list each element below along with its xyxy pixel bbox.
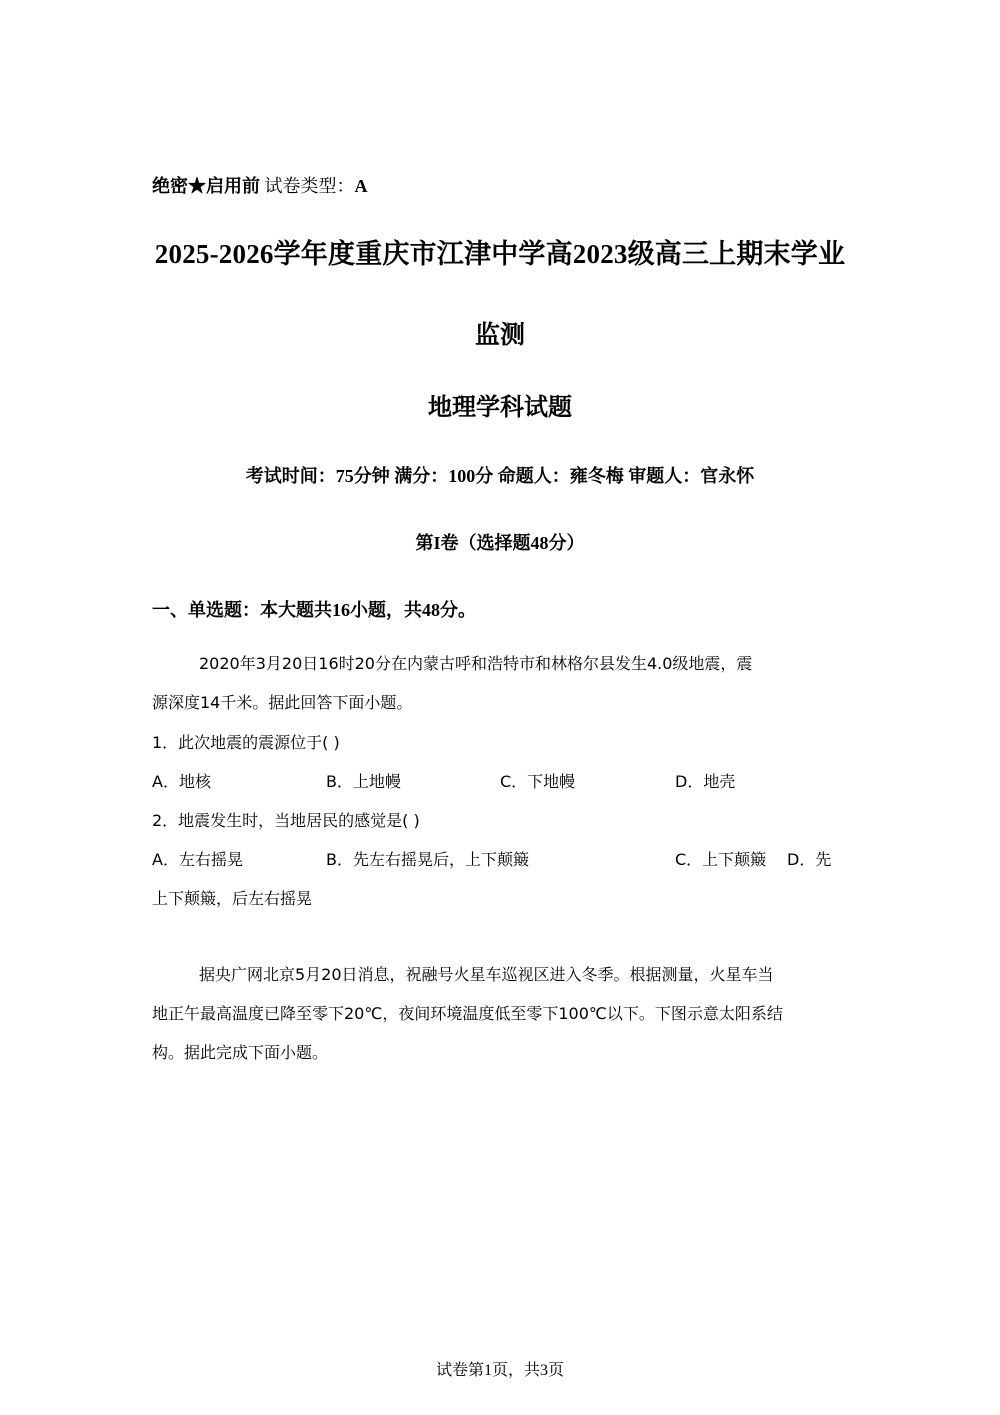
section-heading: 一、单选题：本大题共16小题，共48分。 [152, 600, 476, 620]
subject-title: 地理学科试题 [428, 395, 572, 421]
q2-option-a: A．左右摇晃 [152, 850, 243, 869]
question-1: 1．此次地震的震源位于( ) [152, 733, 340, 752]
confidential-header [152, 172, 368, 198]
q1-option-c: C．下地幔 [500, 772, 576, 791]
exam-title-continued: 监测 [474, 322, 525, 349]
paper-type-value: A [354, 176, 368, 196]
q2-option-d-continued: 上下颠簸，后左右摇晃 [152, 889, 313, 908]
exam-info: 考试时间：75分钟 满分：100分 命题人：雍冬梅 审题人：官永怀 [245, 466, 755, 486]
paper-type-label: 试卷类型： [264, 176, 355, 196]
group2-stem-line2: 地正午最高温度已降至零下20℃，夜间环境温度低至零下100℃以下。下图示意太阳系结 [152, 1004, 783, 1023]
group2-stem-line1: 据央广网北京5月20日消息，祝融号火星车巡视区进入冬季。根据测量，火星车当 [199, 965, 774, 984]
group2-stem-line3: 构。据此完成下面小题。 [152, 1043, 329, 1062]
q1-option-d: D．地壳 [675, 772, 736, 791]
q2-option-c: C．上下颠簸 [675, 850, 767, 869]
q2-option-b: B．先左右摇晃后，上下颠簸 [326, 850, 529, 869]
q1-option-b: B．上地幔 [326, 772, 401, 791]
group1-stem-line1: 2020年3月20日16时20分在内蒙古呼和浩特市和林格尔县发生4.0级地震，震 [199, 654, 753, 673]
exam-title: 2025-2026学年度重庆市江津中学高2023级高三上期末学业 [154, 239, 846, 269]
volume-heading: 第I卷（选择题48分） [415, 533, 585, 553]
question-2: 2．地震发生时，当地居民的感觉是( ) [152, 811, 420, 830]
q1-option-a: A．地核 [152, 772, 211, 791]
confidential-mark: 绝密★启用前 [152, 176, 260, 196]
page-footer: 试卷第1页，共3页 [435, 1362, 564, 1379]
q2-option-d: D．先 [787, 850, 832, 869]
group1-stem-line2: 源深度14千米。据此回答下面小题。 [152, 693, 413, 712]
